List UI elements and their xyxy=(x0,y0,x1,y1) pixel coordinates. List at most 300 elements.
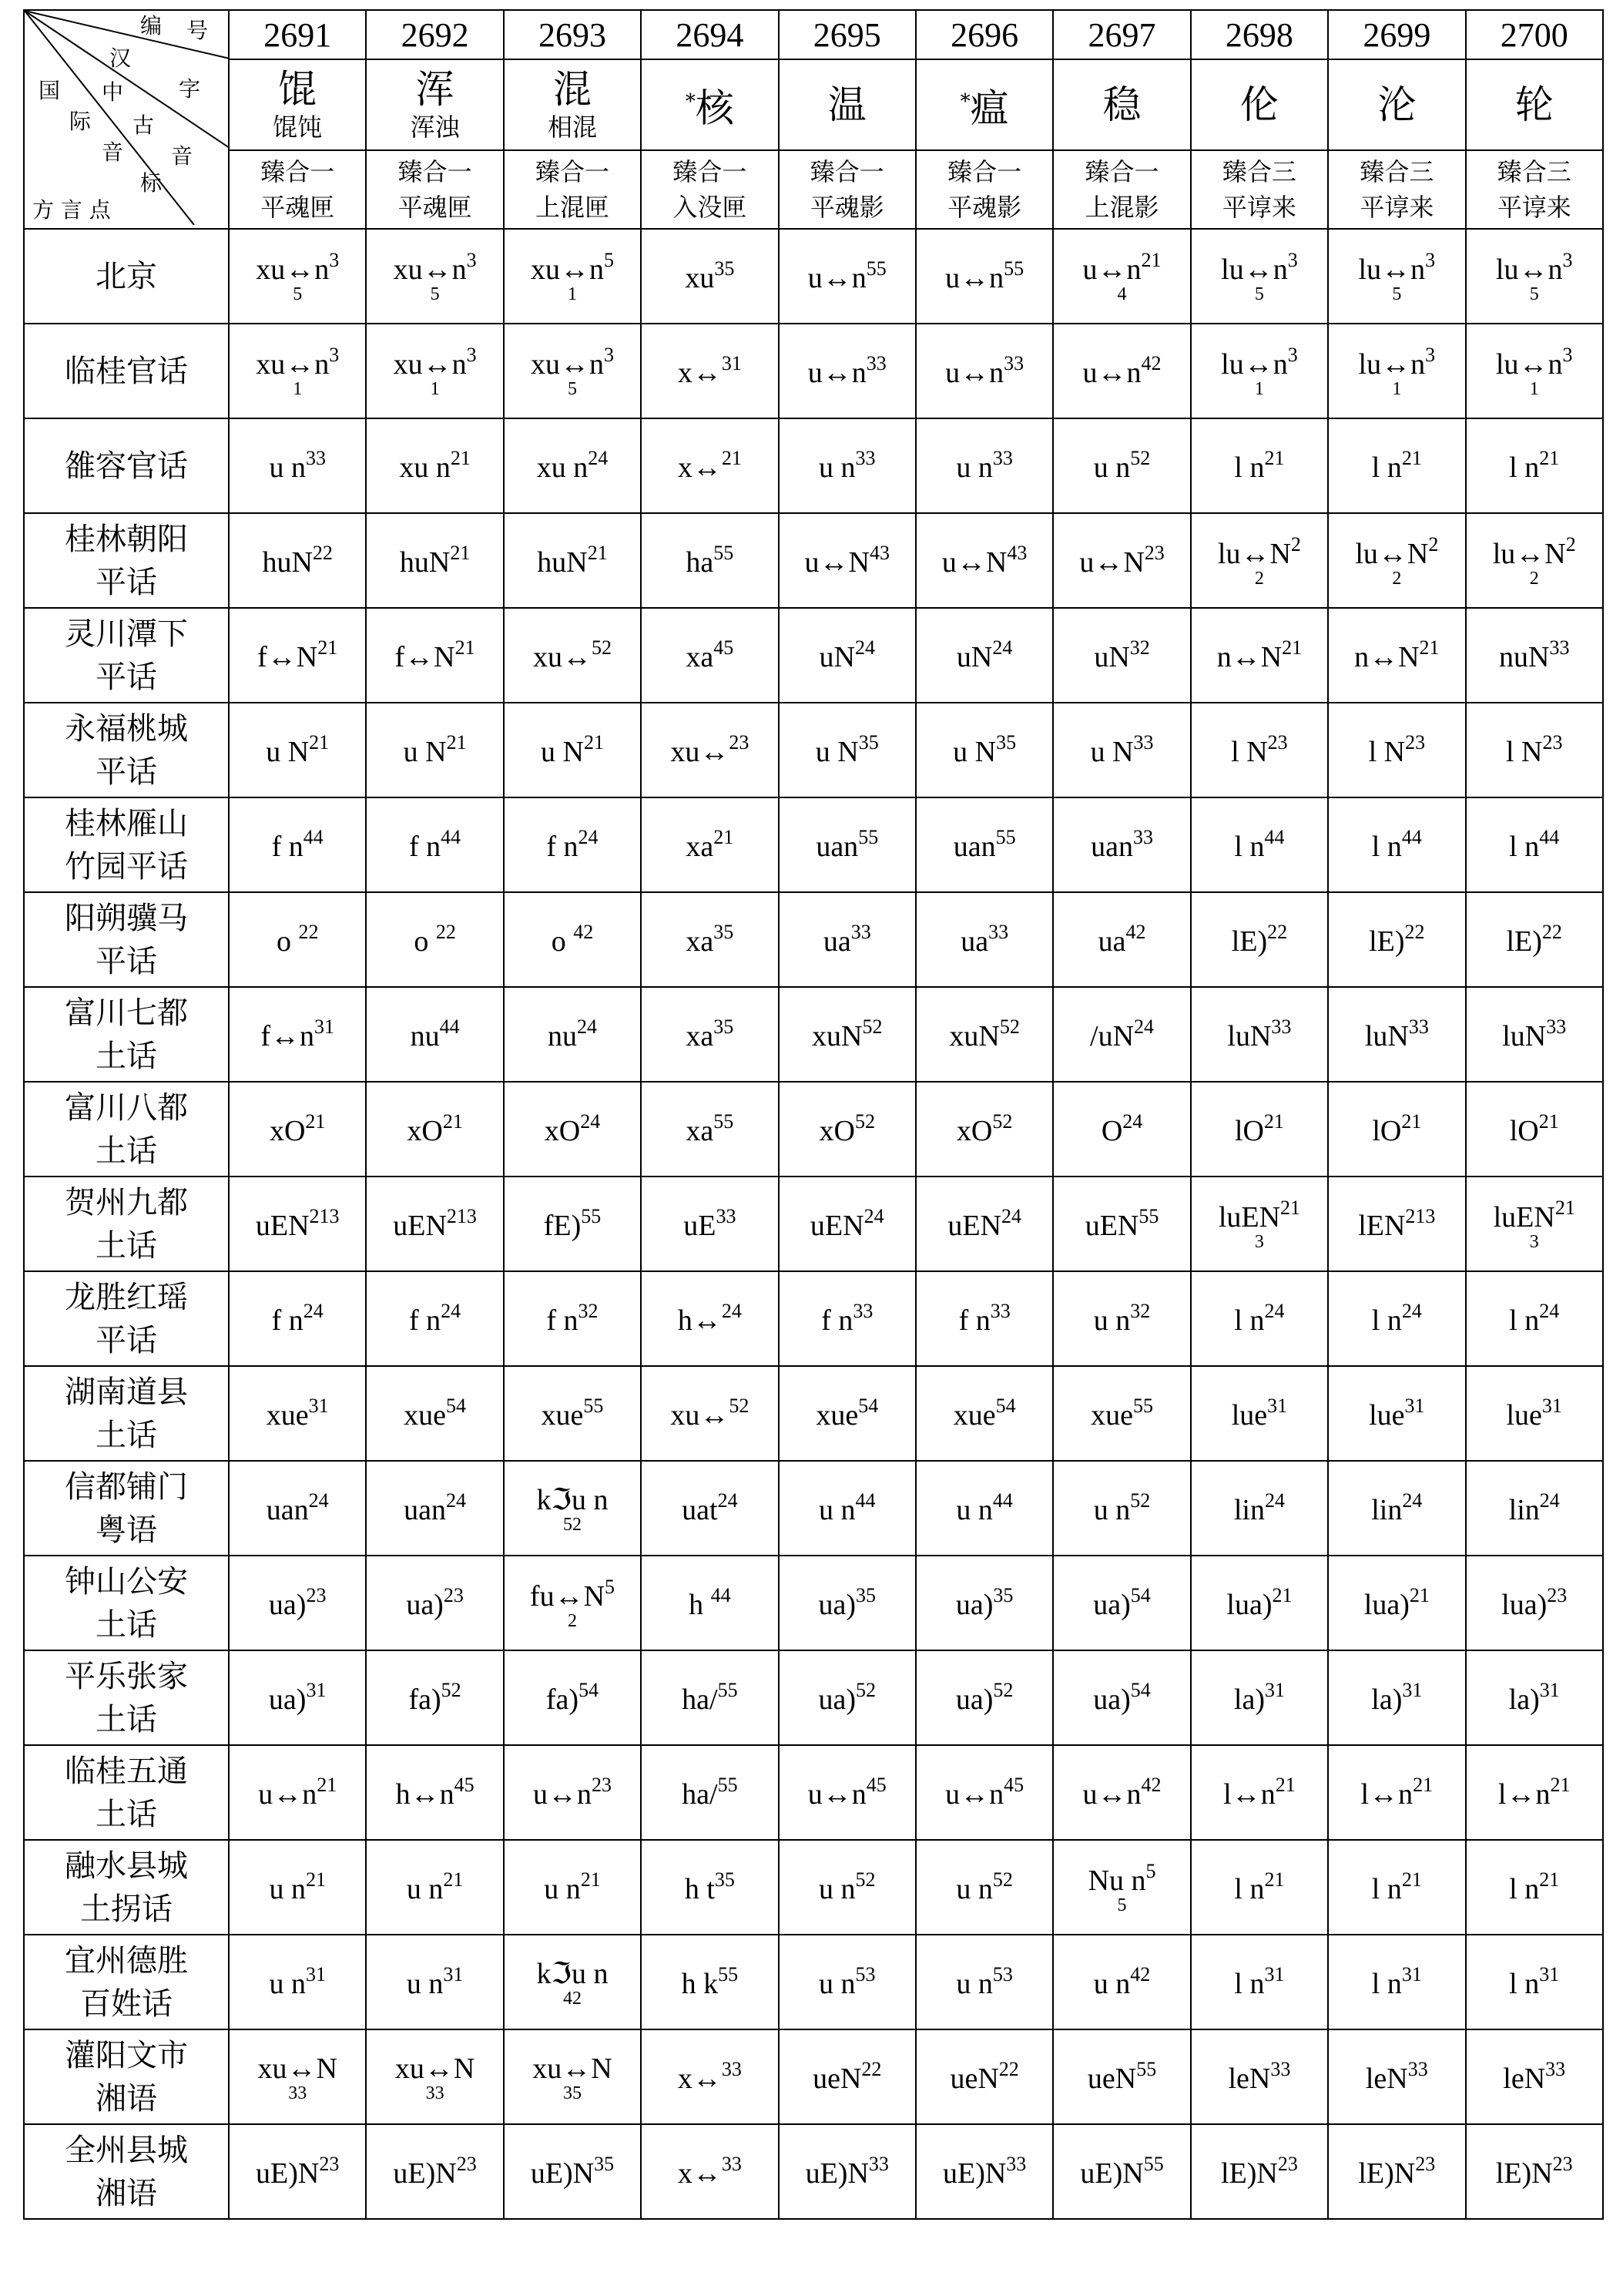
ipa-base: xu↔N xyxy=(532,2052,612,2085)
pronunciation xyxy=(806,2153,889,2190)
pronunciation-cell xyxy=(1053,1650,1190,1745)
tone-superscript: 31 xyxy=(306,1679,327,1701)
ipa-base: l↔n xyxy=(1223,1778,1276,1811)
pronunciation xyxy=(272,1300,324,1338)
pronunciation xyxy=(1509,1679,1560,1717)
ipa-base: u↔N xyxy=(804,546,870,579)
ipa-base: l n xyxy=(1234,1968,1265,2000)
tone-subscript: 1 xyxy=(1254,379,1264,399)
tone-superscript: 52 xyxy=(1130,1489,1151,1512)
pronunciation xyxy=(678,2058,742,2096)
dialect-name-cell xyxy=(24,1082,229,1177)
pronunciation-cell xyxy=(1328,513,1465,608)
pronunciation xyxy=(956,1679,1014,1717)
char-glyph: 馄 xyxy=(278,67,317,112)
pronunciation-cell xyxy=(229,1461,366,1556)
pronunciation-cell xyxy=(504,1935,641,2029)
tone-superscript: 42 xyxy=(1141,1774,1162,1796)
pronunciation-cell xyxy=(641,703,778,797)
pronunciation-cell xyxy=(1053,1556,1190,1650)
ipa-base: lu↔n xyxy=(1221,348,1288,381)
dialect-name-line2: 土话 xyxy=(96,1606,157,1643)
pronunciation-cell xyxy=(504,1366,641,1461)
char-glyph-line xyxy=(367,67,502,112)
tone-superscript: 35 xyxy=(714,257,735,280)
dialect-name-line1: 平乐张家 xyxy=(65,1658,188,1694)
tone-subscript: 3 xyxy=(1254,1232,1264,1252)
dialect-row xyxy=(24,1177,1603,1271)
tone-superscript: 55 xyxy=(1132,1395,1153,1417)
pronunciation xyxy=(1372,447,1422,485)
ipa-base: lu↔n xyxy=(1495,253,1563,286)
pronunciation-cell xyxy=(916,703,1053,797)
tone-superscript: 35 xyxy=(714,1868,735,1891)
tone-superscript: 21 xyxy=(317,636,338,659)
pronunciation-cell xyxy=(779,1745,916,1840)
pronunciation-cell xyxy=(916,797,1053,892)
pronunciation-cell xyxy=(504,1177,641,1271)
pronunciation-cell xyxy=(1328,1177,1465,1271)
ipa-base: fa) xyxy=(408,1683,441,1716)
pronunciation xyxy=(1094,1963,1151,2001)
ipa-base: u N xyxy=(541,736,584,768)
pronunciation xyxy=(1080,2153,1163,2190)
pronunciation xyxy=(816,826,878,864)
tone-superscript: 55 xyxy=(581,1205,602,1227)
ipa-base: f n xyxy=(409,1304,441,1337)
tone-superscript: 24 xyxy=(1001,1205,1021,1227)
char-glyph: 浑 xyxy=(415,67,454,112)
ipa-base: uEN xyxy=(255,1210,310,1242)
pronunciation-cell xyxy=(1053,608,1190,703)
pronunciation-cell xyxy=(1466,2029,1603,2124)
pronunciation xyxy=(536,1956,608,2008)
pronunciation xyxy=(394,249,477,304)
pronunciation xyxy=(269,1679,327,1717)
pronunciation-cell xyxy=(641,1461,778,1556)
tone-superscript: 32 xyxy=(1130,1300,1151,1322)
ipa-base: uN xyxy=(1094,641,1130,673)
pronunciation xyxy=(678,352,742,390)
pronunciation xyxy=(805,542,890,579)
ipa-base: Nu n xyxy=(1088,1865,1146,1897)
pronunciation-cell xyxy=(641,324,778,418)
pronunciation-cell xyxy=(916,1177,1053,1271)
char-glyph: 伦 xyxy=(1239,82,1279,127)
pronunciation-cell xyxy=(1466,1745,1603,1840)
ipa-base: f n xyxy=(546,1304,578,1337)
ipa-base: f n xyxy=(546,831,578,863)
tone-superscript: 55 xyxy=(717,1774,738,1796)
pronunciation xyxy=(1232,921,1287,958)
pronunciation xyxy=(1366,2058,1428,2096)
pronunciation-cell xyxy=(504,1271,641,1366)
dialect-name-line2: 平话 xyxy=(96,1322,157,1358)
pronunciation xyxy=(682,1963,739,2001)
pronunciation-cell xyxy=(229,2124,366,2219)
pronunciation xyxy=(1227,1015,1291,1053)
ipa-base: lu↔N xyxy=(1355,538,1429,570)
char-glyph-line xyxy=(642,79,777,131)
tone-subscript: 5 xyxy=(293,284,303,304)
tone-superscript: 21 xyxy=(1401,1868,1422,1891)
pronunciation-cell xyxy=(504,2124,641,2219)
corner-label-char-1: 汉 xyxy=(109,45,132,71)
ipa-base: lu↔N xyxy=(1492,538,1566,570)
dialect-name-line1: 富川八都 xyxy=(65,1089,188,1126)
ipa-base: ua) xyxy=(268,1589,307,1621)
pronunciation xyxy=(257,2052,337,2103)
pronunciation xyxy=(404,1395,466,1432)
pronunciation-cell xyxy=(1328,418,1465,513)
pronunciation xyxy=(947,1205,1021,1243)
pronunciation-cell xyxy=(229,1271,366,1366)
pronunciation-cell xyxy=(366,1366,503,1461)
tone-superscript: 52 xyxy=(992,1110,1013,1133)
pronunciation xyxy=(1217,636,1302,674)
ipa-base: u n xyxy=(406,1873,444,1905)
pronunciation xyxy=(686,1110,733,1148)
pronunciation xyxy=(1506,921,1561,958)
tone-subscript: 52 xyxy=(562,1515,582,1535)
ipa-base: l n xyxy=(1509,1304,1540,1337)
corner-label-mc-3: 音 xyxy=(171,143,193,169)
pronunciation xyxy=(1369,921,1424,958)
pronunciation xyxy=(682,1679,737,1717)
dialect-row xyxy=(24,1556,1603,1650)
tone-superscript: 44 xyxy=(992,1489,1013,1512)
pronunciation-cell xyxy=(779,2124,916,2219)
pronunciation-cell xyxy=(1328,1461,1465,1556)
pronunciation-cell xyxy=(779,229,916,324)
middle-chinese-cell xyxy=(366,150,503,229)
ipa-base: u n xyxy=(819,451,856,484)
pronunciation xyxy=(1371,1679,1422,1717)
ipa-base: xu xyxy=(685,262,715,294)
pronunciation-cell xyxy=(1191,1082,1328,1177)
pronunciation-cell xyxy=(916,229,1053,324)
ipa-base: lu↔n xyxy=(1495,348,1563,381)
pronunciation xyxy=(537,542,607,579)
pronunciation xyxy=(1369,731,1426,769)
tone-superscript: 31 xyxy=(721,352,742,374)
tone-superscript: 43 xyxy=(1007,542,1028,564)
pronunciation xyxy=(1079,542,1164,579)
char-number-cell xyxy=(779,10,916,59)
char-cell xyxy=(1191,59,1328,150)
tone-superscript: 24 xyxy=(578,826,599,848)
ipa-base: lua) xyxy=(1226,1589,1273,1621)
ipa-base: uEN xyxy=(947,1210,1001,1242)
pronunciation-cell xyxy=(779,797,916,892)
tone-superscript: 21 xyxy=(1264,447,1285,469)
pronunciation-cell xyxy=(1466,1177,1603,1271)
pronunciation-cell xyxy=(1466,418,1603,513)
char-number: 2692 xyxy=(401,15,469,54)
dialect-name-cell xyxy=(24,797,229,892)
ipa-base: huN xyxy=(399,546,451,579)
tone-superscript: 33 xyxy=(721,2153,742,2175)
tone-superscript: 45 xyxy=(1004,1774,1024,1796)
pronunciation xyxy=(956,1489,1013,1527)
tone-superscript: 43 xyxy=(869,542,890,564)
mc-rhyme: 平魂影 xyxy=(947,193,1022,222)
ipa-base: uEN xyxy=(1085,1210,1139,1242)
tone-superscript: 54 xyxy=(578,1679,599,1701)
tone-superscript: 52 xyxy=(992,1868,1013,1891)
tone-superscript: 55 xyxy=(713,542,734,564)
pronunciation-cell xyxy=(366,418,503,513)
ipa-base: ua) xyxy=(1093,1589,1131,1621)
ipa-base: f n xyxy=(821,1304,853,1337)
dialect-row xyxy=(24,1271,1603,1366)
dialect-row xyxy=(24,797,1603,892)
pronunciation xyxy=(685,1868,735,1906)
pronunciation xyxy=(1219,1197,1300,1251)
tone-superscript: 33 xyxy=(866,352,887,374)
tone-superscript: 52 xyxy=(1130,447,1151,469)
ipa-base: xue xyxy=(404,1399,447,1432)
pronunciation-cell xyxy=(1053,1177,1190,1271)
tone-superscript: 5 xyxy=(603,249,614,271)
ipa-base: xO xyxy=(544,1115,581,1147)
pronunciation xyxy=(267,1489,329,1527)
dialect-row xyxy=(24,229,1603,324)
char-number-cell xyxy=(366,10,503,59)
pronunciation xyxy=(686,921,733,958)
ipa-base: uan xyxy=(404,1494,447,1526)
ipa-base: u n xyxy=(1093,1494,1131,1526)
pronunciation xyxy=(393,1205,477,1243)
char-cell xyxy=(504,59,641,150)
ipa-base: la) xyxy=(1371,1683,1403,1716)
pronunciation-cell xyxy=(779,1650,916,1745)
ipa-base: u↔n xyxy=(1082,1778,1142,1811)
tone-superscript: 31 xyxy=(443,1963,464,1986)
tone-subscript: 2 xyxy=(1254,569,1264,589)
pronunciation xyxy=(393,2153,476,2190)
pronunciation xyxy=(269,447,326,485)
dialect-name-line2: 平话 xyxy=(96,754,157,790)
ipa-base: xuN xyxy=(949,1020,1000,1052)
pronunciation xyxy=(1364,1584,1430,1622)
pronunciation xyxy=(820,1110,875,1148)
ipa-base: u↔n xyxy=(1082,357,1142,389)
pronunciation xyxy=(399,447,471,485)
ipa-base: xu↔n xyxy=(393,253,467,286)
ipa-base: u n xyxy=(956,451,993,484)
pronunciation xyxy=(407,1963,464,2001)
pronunciation xyxy=(808,1774,887,1811)
dialect-name-cell xyxy=(24,1461,229,1556)
pronunciation-cell xyxy=(504,1650,641,1745)
pronunciation-cell xyxy=(229,324,366,418)
pronunciation-cell xyxy=(641,2124,778,2219)
ipa-base: n↔N xyxy=(1354,641,1420,673)
dialect-name-line1: 临桂五通 xyxy=(65,1753,188,1789)
pronunciation-cell xyxy=(1466,1650,1603,1745)
tone-superscript: 33 xyxy=(721,2058,742,2080)
tone-superscript: 21 xyxy=(317,1774,337,1796)
tone-superscript: 31 xyxy=(1541,1395,1562,1417)
tone-superscript: 3 xyxy=(466,344,477,366)
pronunciation-cell xyxy=(1328,1840,1465,1935)
ipa-base: fa) xyxy=(545,1683,579,1716)
tone-superscript: 35 xyxy=(713,921,734,943)
tone-superscript: 44 xyxy=(1539,826,1560,848)
pronunciation-cell xyxy=(1328,1745,1465,1840)
pronunciation xyxy=(256,1205,340,1243)
ipa-base: l↔n xyxy=(1497,1778,1551,1811)
pronunciation-cell xyxy=(779,418,916,513)
mc-rhyme: 平魂匣 xyxy=(260,193,335,222)
ipa-base: xO xyxy=(407,1115,443,1147)
pronunciation-cell xyxy=(1328,892,1465,987)
tone-superscript: 33 xyxy=(1546,1015,1567,1038)
pronunciation xyxy=(1358,2153,1435,2190)
pronunciation xyxy=(1361,1774,1434,1811)
ipa-base: uE)N xyxy=(942,2157,1007,2190)
pronunciation-cell xyxy=(1328,1650,1465,1745)
dialect-name-cell xyxy=(24,418,229,513)
tone-superscript: 44 xyxy=(1401,826,1422,848)
ipa-base: u N xyxy=(266,736,310,768)
tone-superscript: 55 xyxy=(1136,2058,1157,2080)
dialect-name-line2: 平话 xyxy=(96,564,157,600)
tone-superscript: 42 xyxy=(1141,352,1162,374)
dialect-name-cell xyxy=(24,1366,229,1461)
char-number: 2694 xyxy=(676,15,744,54)
ipa-base: u↔n xyxy=(945,357,1004,389)
pronunciation-cell xyxy=(366,229,503,324)
pronunciation xyxy=(1496,344,1573,398)
ipa-base: O xyxy=(1101,1115,1123,1147)
tone-superscript: 24 xyxy=(1264,1489,1285,1512)
ipa-base: l n xyxy=(1234,831,1265,863)
tone-superscript: 45 xyxy=(866,1774,887,1796)
pronunciation-cell xyxy=(779,608,916,703)
char-glyph-line xyxy=(1329,82,1464,127)
dialect-name-cell xyxy=(24,1650,229,1745)
char-cell xyxy=(1053,59,1190,150)
dialect-name-line2: 竹园平话 xyxy=(65,848,188,884)
tone-subscript: 35 xyxy=(562,2083,582,2103)
tone-superscript: 24 xyxy=(441,1300,461,1322)
tone-superscript: 21 xyxy=(1554,1197,1575,1219)
tone-superscript: 21 xyxy=(713,826,734,848)
ipa-base: uEN xyxy=(810,1210,864,1242)
pronunciation-cell xyxy=(1328,1556,1465,1650)
ipa-base: uN xyxy=(819,641,855,673)
pronunciation-cell xyxy=(641,513,778,608)
tone-superscript: 45 xyxy=(454,1774,475,1796)
ipa-base: xu↔n xyxy=(256,348,330,381)
ipa-base: o xyxy=(551,925,574,958)
ipa-base: lO xyxy=(1372,1115,1402,1147)
tone-superscript: 31 xyxy=(1402,1679,1423,1701)
pronunciation-cell xyxy=(1191,892,1328,987)
pronunciation xyxy=(816,731,879,769)
pronunciation-cell xyxy=(229,797,366,892)
mc-rhyme: 上混影 xyxy=(1085,193,1159,222)
char-glyph: 混 xyxy=(552,67,592,112)
pronunciation xyxy=(1493,533,1576,588)
pronunciation-cell xyxy=(366,2124,503,2219)
ipa-base: u↔n xyxy=(807,357,867,389)
ipa-base: l n xyxy=(1371,451,1402,484)
pronunciation-cell xyxy=(1191,703,1328,797)
dialect-name-cell xyxy=(24,1177,229,1271)
pronunciation xyxy=(1494,1197,1575,1251)
mc-rhyme: 入没匣 xyxy=(672,193,747,222)
pronunciation-cell xyxy=(641,1650,778,1745)
tone-superscript: 55 xyxy=(866,257,887,280)
pronunciation xyxy=(1502,1015,1566,1053)
pronunciation xyxy=(1088,1860,1156,1915)
ipa-base: f n xyxy=(958,1304,991,1337)
mc-rhyme: 平谆来 xyxy=(1360,193,1434,222)
tone-superscript: 52 xyxy=(856,1679,877,1701)
pronunciation xyxy=(686,826,733,864)
pronunciation-cell xyxy=(504,229,641,324)
dialect-row xyxy=(24,892,1603,987)
tone-superscript: 21 xyxy=(583,731,604,754)
tone-superscript: 33 xyxy=(305,447,326,469)
pronunciation xyxy=(1091,731,1154,769)
pronunciation xyxy=(957,636,1012,674)
pronunciation xyxy=(1359,249,1436,304)
tone-superscript: 213 xyxy=(1405,1205,1436,1227)
tone-superscript: 3 xyxy=(1562,249,1573,271)
tone-superscript: 21 xyxy=(1539,447,1560,469)
tone-superscript: 213 xyxy=(446,1205,477,1227)
pronunciation-cell xyxy=(229,229,366,324)
pronunciation xyxy=(1094,636,1149,674)
pronunciation-cell xyxy=(1466,987,1603,1082)
pronunciation-cell xyxy=(916,1082,1053,1177)
ipa-base: u n xyxy=(819,1873,856,1905)
tone-superscript: 54 xyxy=(858,1395,879,1417)
ipa-base: uE)N xyxy=(530,2157,595,2190)
pronunciation-cell xyxy=(1053,1935,1190,2029)
pronunciation xyxy=(552,921,594,958)
pronunciation xyxy=(954,826,1016,864)
pronunciation-cell xyxy=(229,1366,366,1461)
pronunciation-cell xyxy=(641,2029,778,2124)
pronunciation-cell xyxy=(779,2029,916,2124)
ipa-base: ua) xyxy=(818,1683,857,1716)
tone-superscript: 21 xyxy=(1550,1774,1571,1796)
tone-superscript: 24 xyxy=(1401,1300,1422,1322)
pronunciation xyxy=(267,1395,329,1432)
ipa-base: uE)N xyxy=(1080,2157,1144,2190)
pronunciation-cell xyxy=(916,1366,1053,1461)
ipa-base: ua xyxy=(1098,925,1126,958)
tone-superscript: 55 xyxy=(1138,1205,1159,1227)
pronunciation xyxy=(272,826,324,864)
pronunciation-cell xyxy=(229,1745,366,1840)
pronunciation xyxy=(546,1679,599,1717)
pronunciation xyxy=(548,1015,597,1053)
ipa-base: l n xyxy=(1509,451,1540,484)
char-number-cell xyxy=(1053,10,1190,59)
pronunciation-cell xyxy=(229,892,366,987)
pronunciation-cell xyxy=(1466,324,1603,418)
char-glyph-line xyxy=(505,67,640,112)
tone-superscript: 21 xyxy=(450,447,471,469)
corner-label-mc-2: 古 xyxy=(132,112,155,138)
ipa-base: f n xyxy=(409,831,441,863)
